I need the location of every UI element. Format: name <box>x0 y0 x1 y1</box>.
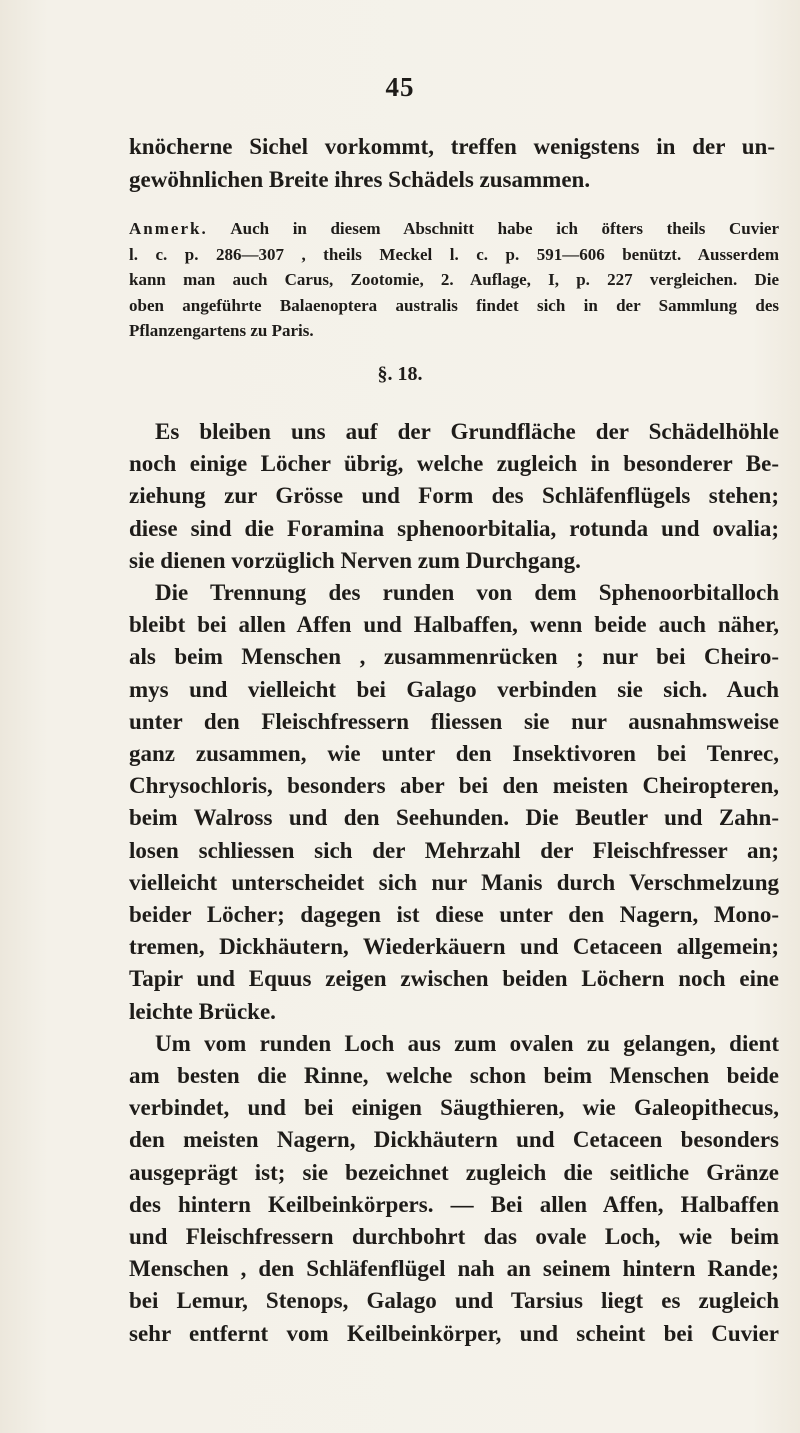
note-line: kann man auch Carus, Zootomie, 2. Auflage, I, p. 227 vergleichen. Die <box>129 270 779 289</box>
note-line <box>129 216 779 242</box>
note-line: l. c. p. 286—307 , theils Meckel l. c. p. 591—606 benützt. Ausserdem <box>129 244 779 264</box>
text-line: Chrysochloris, besonders aber bei den meisten Cheiropteren, <box>129 773 779 799</box>
text-line: Die Trennung des runden von dem Sphenoorbitalloch <box>155 580 779 606</box>
text-line: am besten die Rinne, welche schon beim Menschen beide <box>129 1063 779 1089</box>
section-heading: §. 18. <box>377 363 423 385</box>
text-line: losen schliessen sich der Mehrzahl der Fleischfresser an; <box>129 837 779 863</box>
text-line: unter den Fleischfressern fliessen sie nur ausnahmsweise <box>129 708 779 734</box>
text-line: tremen, Dickhäutern, Wiederkäuern und Cetaceen allgemein; <box>129 934 779 960</box>
text-line: den meisten Nagern, Dickhäutern und Cetaceen besonders <box>129 1127 779 1153</box>
text-line: noch einige Löcher übrig, welche zugleich in besonderer Be- <box>129 451 779 477</box>
text-line: knöcherne Sichel vorkommt, treffen wenigstens in der un- <box>129 134 775 159</box>
section-body <box>129 416 779 1350</box>
note-line: Pflanzengartens zu Paris. <box>129 321 314 340</box>
text-line: beim Walross und den Seehunden. Die Beutler und Zahn- <box>129 805 779 831</box>
text-line: ausgeprägt ist; sie bezeichnet zugleich die seitliche Gränze <box>129 1159 779 1185</box>
text-line: beider Löcher; dagegen ist diese unter den Nagern, Mono- <box>129 902 779 928</box>
text-line: bleibt bei allen Affen und Halbaffen, wenn beide auch näher, <box>129 612 779 638</box>
footnote-remark <box>129 216 779 344</box>
text-line: vielleicht unterscheidet sich nur Manis durch Verschmelzung <box>129 869 779 895</box>
text-line: Tapir und Equus zeigen zwischen beiden Löchern noch eine <box>129 966 779 992</box>
text-line: bei Lemur, Stenops, Galago und Tarsius liegt es zugleich <box>129 1288 779 1314</box>
text-line: und Fleischfressern durchbohrt das ovale Loch, wie beim <box>129 1224 779 1250</box>
text-line: gewöhnlichen Breite ihres Schädels zusammen. <box>129 167 591 192</box>
note-label: Anmerk. <box>129 219 208 238</box>
page-number: 45 <box>385 72 415 102</box>
text-line: sehr entfernt vom Keilbeinkörper, und scheint bei Cuvier <box>129 1320 779 1346</box>
text-line: Menschen , den Schläfenflügel nah an seinem hintern Rande; <box>129 1256 779 1282</box>
note-line: oben angeführte Balaenoptera australis findet sich in der Sammlung des <box>129 295 779 315</box>
text-line: als beim Menschen , zusammenrücken ; nur bei Cheiro- <box>129 644 779 670</box>
text-line: ganz zusammen, wie unter den Insektivoren bei Tenrec, <box>129 741 779 767</box>
text-line: verbindet, und bei einigen Säugthieren, wie Galeopithecus, <box>129 1095 779 1121</box>
text-line: Um vom runden Loch aus zum ovalen zu gelangen, dient <box>155 1030 779 1056</box>
text-line: leichte Brücke. <box>129 998 276 1024</box>
lead-paragraph <box>129 130 775 196</box>
text-line: mys und vielleicht bei Galago verbinden sie sich. Auch <box>129 676 779 702</box>
text-line: diese sind die Foramina sphenoorbitalia, rotunda und ovalia; <box>129 515 779 541</box>
text-line: sie dienen vorzüglich Nerven zum Durchgang. <box>129 547 581 573</box>
note-text: Auch in diesem Abschnitt habe ich öfters theils Cuvier <box>230 219 780 238</box>
text-line: ziehung zur Grösse und Form des Schläfenflügels stehen; <box>129 483 779 509</box>
text-line: Es bleiben uns auf der Grundfläche der Schädelhöhle <box>155 419 779 444</box>
text-line: des hintern Keilbeinkörpers. — Bei allen Affen, Halbaffen <box>129 1191 779 1217</box>
